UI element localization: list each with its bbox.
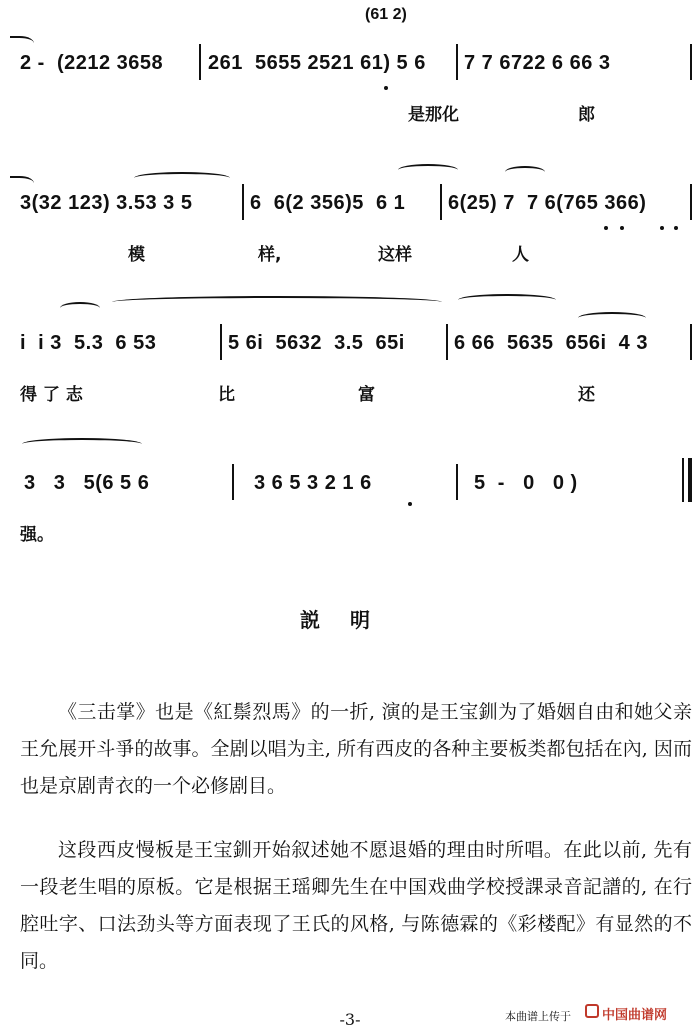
low-octave-dot: [674, 226, 678, 230]
lyric: 这样: [378, 245, 412, 265]
low-octave-dot: [408, 502, 412, 506]
brand-logo-icon: [585, 1004, 599, 1018]
tie-from-previous: [10, 176, 34, 188]
bar-line: [220, 324, 222, 360]
lyric: 富: [358, 385, 375, 405]
page-number: -3-: [339, 1010, 361, 1029]
low-octave-dot: [620, 226, 624, 230]
brand-name: 中国曲谱网: [602, 1008, 668, 1023]
final-bar-line: [688, 458, 692, 502]
slur: [134, 172, 230, 184]
measure-group: 5 - 0 0 ): [474, 472, 578, 494]
section-title: 説明: [300, 608, 400, 632]
lyric: 得 了 志: [20, 385, 83, 405]
slur: [60, 302, 100, 314]
bar-line: [456, 44, 458, 80]
measure-group: 3 6 5 3 2 1 6: [254, 472, 372, 494]
lyric: 郎: [578, 105, 595, 125]
paragraph: 《三击掌》也是《紅鬃烈馬》的一折, 演的是王宝釧为了婚姻自由和她父亲王允展开斗爭的故事。全剧以唱为主, 所有西皮的各种主要板类都包括在內, 因而也是京剧靑衣的一个必修剧目。: [20, 701, 692, 797]
bar-line: [456, 464, 458, 500]
measure-group: 261 5655 2521 61) 5 6: [208, 52, 426, 74]
bar-line: [232, 464, 234, 500]
lyric: 还: [578, 385, 595, 405]
measure-group: 6(25) 7 7 6(765 366): [448, 192, 647, 214]
paragraph: 这段西皮慢板是王宝釧开始叙述她不愿退婚的理由时所唱。在此以前, 先有一段老生唱的原板。它是根据王瑶卿先生在中国戏曲学校授課录音記譜的, 在行腔吐字、口法劲头等方面表现了王氏的风格, 与陈德霖的《彩楼配》有显然的不同。: [20, 839, 692, 972]
bar-line: [446, 324, 448, 360]
bar-line: [440, 184, 442, 220]
measure-group: 3(32 123) 3.53 3 5: [20, 192, 193, 214]
low-octave-dot: [384, 86, 388, 90]
bar-line: [242, 184, 244, 220]
lyric: 样,: [258, 245, 282, 265]
slur: [578, 312, 646, 324]
low-octave-dot: [604, 226, 608, 230]
lyric: 是那化: [408, 105, 459, 125]
measure-group: 3 3 5(6 5 6: [24, 472, 150, 494]
grace-annotation: (61 2): [365, 6, 407, 23]
bar-line: [199, 44, 201, 80]
bar-line: [690, 44, 692, 80]
slur: [458, 294, 556, 306]
slur: [505, 166, 545, 178]
lyric: 模: [128, 245, 145, 265]
measure-group: 5 6i 5632 3.5 65i: [228, 332, 405, 354]
slur: [398, 164, 458, 176]
upload-note: 本曲谱上传于: [505, 1010, 571, 1023]
lyric: 强。: [20, 525, 54, 545]
lyric: 比: [218, 385, 235, 405]
measure-group: 2 - (2212 3658: [20, 52, 164, 74]
slur: [112, 296, 442, 308]
measure-group: 7 7 6722 6 66 3: [464, 52, 611, 74]
measure-group: i i 3 5.3 6 53: [20, 332, 157, 354]
bar-line: [690, 184, 692, 220]
bar-line: [682, 458, 684, 502]
slur: [22, 438, 142, 450]
bar-line: [690, 324, 692, 360]
lyric: 人: [512, 245, 529, 265]
measure-group: 6 6(2 356)5 6 1: [250, 192, 406, 214]
tie-from-previous: [10, 36, 34, 48]
low-octave-dot: [660, 226, 664, 230]
measure-group: 6 66 5635 656i 4 3: [454, 332, 648, 354]
